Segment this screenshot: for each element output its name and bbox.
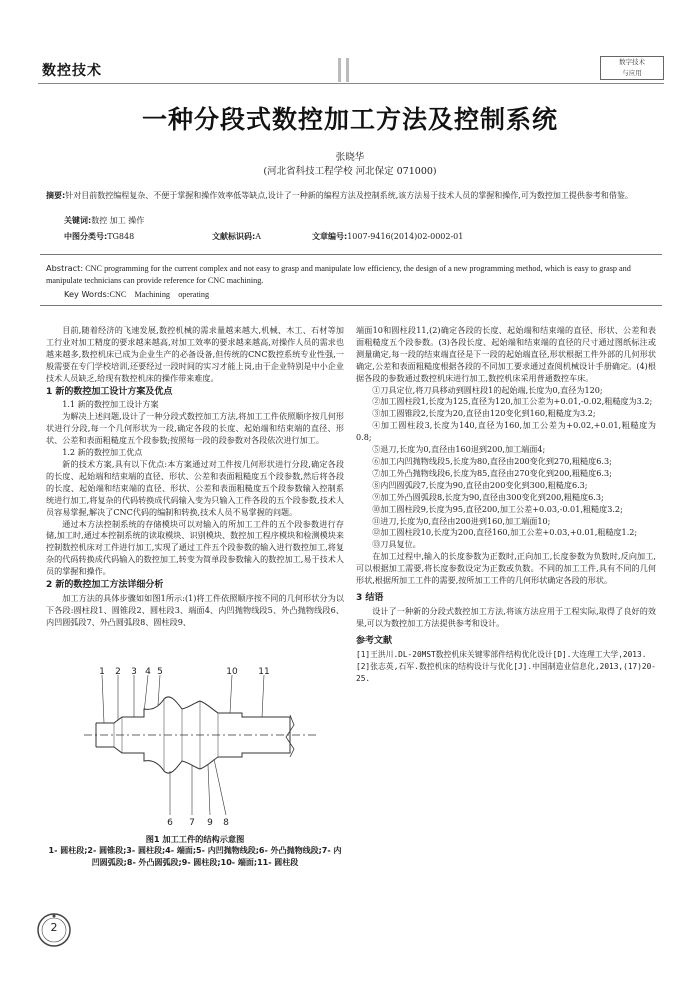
step-item: ④加工圆柱段3,长度为140,直径为160,加工公差为+0.02,+0.01,粗糙度为0.8; <box>356 420 656 443</box>
abstract-en-text: CNC programming for the current complex and not easy to grasp and manipulate low efficiency, the design of a new programming method, which is easy to grasp and manipulate technicians can provide reference for CNC machining. <box>46 264 631 285</box>
figure-label: 6 <box>167 818 173 828</box>
keywords-en-text: CNC Machining operating <box>109 290 210 299</box>
figure-label: 10 <box>226 667 238 677</box>
affiliation: (河北省科技工程学校 河北保定 071000) <box>263 166 437 177</box>
paragraph: 加工方法的具体步骤如如图1所示:(1)将工件依照顺序按不同的几何形状分为以下各段:圆柱段1、圆锥段2、圆柱段3、端面4、内凹抛物线段5、外凸抛物线段6、内凹圆弧段7、外凸圆弧段8、圆柱段9、 <box>46 592 344 627</box>
reference-item: [1]王洪川.DL-20MST数控机床关键零部件结构优化设计[D].大连理工大学,2013. <box>356 649 647 659</box>
paragraph: 为解决上述问题,设计了一种分段式数控加工方法,将加工工件依照顺序按几何形状进行分段,每一个几何形状为一段,确定各段的长度、起始端和结束端的直径、形状、公差和表面粗糙度五个段参数;按照每一段的段参数对各段依次进行加工。 <box>46 411 344 446</box>
divider <box>40 305 662 306</box>
section-heading: 2 新的数控加工方法详细分析 <box>46 580 164 591</box>
abstract-zh <box>46 190 658 202</box>
article-no-value: 1007-9416(2014)02-0002-01 <box>347 232 464 241</box>
page-number: 2 <box>50 921 58 934</box>
paragraph: 新的技术方案,具有以下优点:本方案通过对工件按几何形状进行分段,确定各段的长度、起始端和结束端的直径、形状、公差和表面粗糙度五个段参数,然后将各段的长度、起始端和结束端的直径、形状、公差和表面粗糙度五个段参数输入控制系统进行加工,将复杂的代码转换成代码输入变为只输入工件各段的五个段参数,技术人员容易掌握,解决了CNC代码的编制和转换,技术人员不易掌握的问题。 <box>46 458 344 517</box>
abstract-label: 摘要: <box>46 191 66 200</box>
cls-label: 中图分类号: <box>64 232 108 241</box>
paragraph: 端面10和圆柱段11,(2)确定各段的长度、起始端和结束端的直径、形状、公差和表面粗糙度五个段参数。(3)各段长度、起始端和结束端的直径的尺寸通过图纸标注或测量确定,每一段的结束端直径是下一段的起始端直径,形状根据工件外部的几何形状确定,公差和表面粗糙度根据各段的不同加工要求通过查阅机械设计手册确定。(4)根据各段的参数通过数控机床进行加工,数控机床采用普通数控车床。 <box>356 325 656 383</box>
step-item: ⑦加工外凸抛物线段6,长度为85,直径由270变化到200,粗糙度6.3; <box>372 467 612 478</box>
author: 张晓华 <box>335 152 365 163</box>
figure-label: 9 <box>207 818 213 828</box>
figure-label: 4 <box>145 667 151 677</box>
keywords-en-label: Key Words: <box>64 289 110 299</box>
step-item: ⑨加工外凸圆弧段8,长度为90,直径由300变化到200,粗糙度6.3; <box>372 491 604 502</box>
step-item: ⑩加工圆柱段9,长度为95,直径200,加工公差+0.03,-0.01,粗糙度3.2; <box>372 503 623 514</box>
paragraph: 在加工过程中,输入的长度参数为正数时,正向加工,长度参数为负数时,反向加工,可以根据加工需要,将长度参数设定为正数或负数。不同的加工工件,具有不同的几何形状,根据所加工工件的需要,按所加工工件的几何形状确定各段的形状。 <box>356 551 656 586</box>
divider <box>40 254 662 255</box>
paper-title: 一种分段式数控加工方法及控制系统 <box>141 105 558 134</box>
paragraph: 通过本方法控制系统的存储模块可以对输入的所加工工件的五个段参数进行存储,加工时,通过本控制系统的读取模块、识别模块、数控加工程序模块和检测模块来控制数控机床对工件进行加工,实现了通过工件五个段参数的输入进行数控加工,将复杂的代码转换成代码输入的数控加工,转变为简单段参数输入的数控加工,易于技术人员的掌握和操作。 <box>46 518 344 577</box>
section-heading: 3 结语 <box>356 592 384 603</box>
brand-line: 数字技术 <box>619 58 645 66</box>
abstract-en-label: Abstract: <box>46 263 84 273</box>
profile-lower <box>96 735 290 773</box>
header-rule <box>38 58 664 84</box>
keywords-label: 关键词: <box>64 216 92 225</box>
subsection-heading: 1.1 新的数控加工设计方案 <box>62 399 159 410</box>
step-item: ⑫加工圆柱段10,长度为200,直径160,加工公差+0.03,+0.01,粗糙度1.2; <box>372 527 638 538</box>
reference-item: [2]张志英,石军.数控机床的结构设计与优化[J].中国制造业信息化,2013,(17)20-25. <box>356 661 656 683</box>
abstract-text: 针对目前数控编程复杂、不便于掌握和操作效率低等缺点,设计了一种新的编程方法及控制系统,该方法易于技术人员的掌握和操作,可为数控加工提供参考和借鉴。 <box>65 191 633 200</box>
step-item: ⑧内凹圆弧段7,长度为90,直径由200变化到300,粗糙度6.3; <box>372 479 588 490</box>
paragraph: 目前,随着经济的飞速发展,数控机械的需求量越来越大,机械、木工、石材等加工行业对加工精度的要求越来越高,对加工效率的要求越来越高,对操作人员的需求也越来越多,数控机床已成为企业生产的必备设备,但传统的CNC数控系统专业性强,一般需要在专门学校培训,还要经过一段时间的实习才能上岗,由于企业特别是中小企业技术人员缺乏,给现有数控机床的操作带来难度。 <box>46 325 344 383</box>
classification-line <box>64 231 654 243</box>
keywords-zh <box>64 215 654 227</box>
profile-upper <box>96 697 290 735</box>
journal-brand-box <box>600 56 664 80</box>
step-item: ⑤退刀,长度为0,直径由160退到200,加工端面4; <box>372 444 546 455</box>
keywords-en <box>64 288 654 301</box>
abstract-en <box>46 262 658 287</box>
cls-value: TG848 <box>107 232 135 241</box>
step-item: ①刀具定位,将刀具移动到圆柱段1的起始端,长度为0,直径为120; <box>372 384 603 395</box>
figure-label: 8 <box>223 818 229 828</box>
doc-code-label: 文献标识码: <box>212 232 256 241</box>
header-bar-ornament <box>338 58 341 82</box>
body-column-right <box>356 325 656 685</box>
step-item: ⑥加工内凹抛物线段5,长度为80,直径由200变化到270,粗糙度6.3; <box>372 455 612 466</box>
figure-label: 1 <box>99 667 105 677</box>
figure-caption-title: 图1 加工工件的结构示意图 <box>145 834 245 844</box>
keywords-text: 数控 加工 操作 <box>91 216 145 225</box>
figure-label: 3 <box>131 667 137 677</box>
step-item: ⑪进刀,长度为0,直径由200进到160,加工端面10; <box>372 515 551 526</box>
header-bar-ornament <box>346 58 349 82</box>
article-no-label: 文章编号: <box>312 232 348 241</box>
workpiece-figure <box>82 665 318 830</box>
step-item: ③加工圆锥段2,长度为20,直径由120变化到160,粗糙度为3.2; <box>372 408 596 419</box>
figure-label: 7 <box>189 818 195 828</box>
figure-label: 2 <box>115 667 121 677</box>
doc-code-value: A <box>255 232 261 241</box>
section-heading: 1 新的数控加工设计方案及优点 <box>46 386 173 397</box>
figure-caption-body: 1- 圆柱段;2- 圆锥段;3- 圆柱段;4- 端面;5- 内凹抛物线段;6- 外凸抛物线段;7- 内凹圆弧段;8- 外凸圆弧段;9- 圆柱段;10- 端面;11- 圆柱段 <box>48 846 342 867</box>
figure-caption <box>46 833 344 869</box>
step-item: ②加工圆柱段1,长度为125,直径为120,加工公差为+0.01,-0.02,粗糙度为3.2; <box>372 396 653 407</box>
figure-label: 11 <box>258 667 270 677</box>
figure-label: 5 <box>157 667 163 677</box>
paragraph: 设计了一种新的分段式数控加工方法,将该方法应用于工程实际,取得了良好的效果,可以为数控加工方法提供参考和设计。 <box>356 605 656 628</box>
section-tag: 数控技术 <box>42 63 102 79</box>
references-heading: 参考文献 <box>356 635 393 646</box>
body-column-left <box>46 325 344 629</box>
brand-line: 与应用 <box>622 69 642 77</box>
subsection-heading: 1.2 新的数控加工优点 <box>62 447 143 458</box>
step-item: ⑬刀具复位。 <box>372 539 421 550</box>
